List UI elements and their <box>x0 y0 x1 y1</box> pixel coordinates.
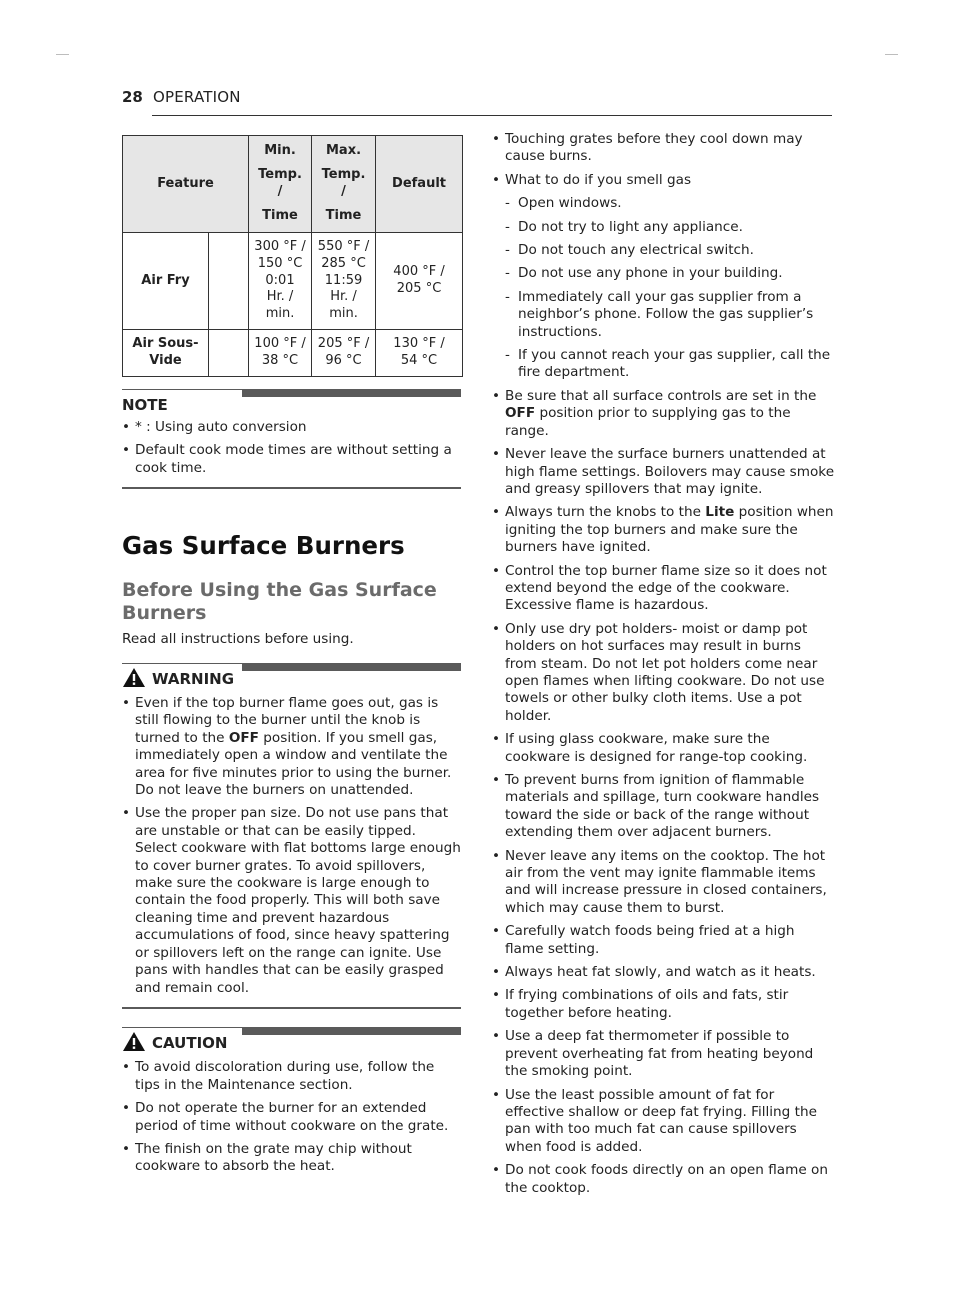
list-item: - Do not try to light any appliance. <box>505 219 836 236</box>
list-item: • * : Using auto conversion <box>122 419 461 436</box>
table-header-row <box>123 136 463 233</box>
list-item: • Do not operate the burner for an extended period of time without cookware on the grate. <box>122 1100 461 1135</box>
list-item: - Do not touch any electrical switch. <box>505 242 836 259</box>
intro-text: Read all instructions before using. <box>122 631 354 648</box>
list-item: • Always heat fat slowly, and watch as it heats. <box>492 964 836 981</box>
section-title: Gas Surface Burners <box>122 531 405 561</box>
right-column <box>492 131 836 1197</box>
list-item: - Open windows. <box>505 195 836 212</box>
row-max: 205 °F / 96 °C <box>312 329 376 376</box>
page-number: 28 <box>122 88 143 106</box>
subsection-title: Before Using the Gas Surface Burners <box>122 579 437 625</box>
cook-mode-table <box>122 135 463 377</box>
caution-box-header <box>122 1027 461 1045</box>
list-item: - Do not use any phone in your building. <box>505 265 836 282</box>
caution-title: CAUTION <box>152 1033 228 1052</box>
list-item: • Only use dry pot holders- moist or damp pot holders on hot surfaces may result in burns from steam. Do not let pot holders come near open flames when lifting cookware. Do not use towels or other bulky cloth items. Use a pot holder. <box>492 621 836 725</box>
header-min: Min. Temp. / Time <box>249 136 312 233</box>
table-row <box>123 233 463 330</box>
crop-mark-left <box>56 54 69 55</box>
list-item: • Never leave any items on the cooktop. The hot air from the vent may ignite flammable items and will increase pressure in closed containers, which may cause them to burst. <box>492 848 836 918</box>
list-item: • Control the top burner flame size so it does not extend beyond the edge of the cookware. Excessive flame is hazardous. <box>492 563 836 615</box>
header-max: Max. Temp. / Time <box>312 136 376 233</box>
list-item: • What to do if you smell gas - Open windows. - Do not try to light any appliance. - Do not touch any electrical switch. - Do not use any phone in your building. - Immediately call your gas supplier from a neighbor’s phone. Follow the gas supplier’s instructions. - If you cannot reach your gas supplier, call the fire department. <box>492 172 836 382</box>
list-item: • Always turn the knobs to the Lite position when igniting the top burners and make sure the burners have ignited. <box>492 504 836 556</box>
note-list <box>122 419 461 477</box>
list-item: • The finish on the grate may chip without cookware to absorb the heat. <box>122 1141 461 1176</box>
warning-title: WARNING <box>152 669 235 688</box>
list-item: • Never leave the surface burners unattended at high flame settings. Boilovers may cause smoke and greasy spillovers that may ignite. <box>492 446 836 498</box>
row-default: 130 °F / 54 °C <box>376 329 463 376</box>
list-item: • If using glass cookware, make sure the cookware is designed for range-top cooking. <box>492 731 836 766</box>
note-title: NOTE <box>122 395 168 414</box>
row-default: 400 °F / 205 °C <box>376 233 463 330</box>
row-feature: Air Sous-Vide <box>123 329 209 376</box>
list-item: - If you cannot reach your gas supplier, call the fire department. <box>505 347 836 382</box>
header-feature: Feature <box>123 136 249 233</box>
list-item: • Use the least possible amount of fat for effective shallow or deep fat frying. Filling the pan with too much fat can cause spillovers when food is added. <box>492 1087 836 1157</box>
list-item: • Default cook mode times are without setting a cook time. <box>122 442 461 477</box>
header-default: Default <box>376 136 463 233</box>
caution-list <box>122 1059 461 1175</box>
list-item: • Even if the top burner flame goes out, gas is still flowing to the burner until the knob is turned to the OFF position. If you smell gas, immediately open a window and ventilate the area for five minutes prior to using the burner. Do not leave the burners on unattended. <box>122 695 461 799</box>
warning-end-rule <box>122 1007 461 1009</box>
note-end-rule <box>122 487 461 489</box>
list-item: • Touching grates before they cool down may cause burns. <box>492 131 836 166</box>
list-item: • To avoid discoloration during use, follow the tips in the Maintenance section. <box>122 1059 461 1094</box>
list-item: • Use a deep fat thermometer if possible to prevent overheating fat from heating beyond the smoking point. <box>492 1028 836 1080</box>
note-box-header <box>122 389 461 407</box>
left-column <box>122 135 461 1176</box>
list-item: • Carefully watch foods being fried at a high flame setting. <box>492 923 836 958</box>
list-item: • If frying combinations of oils and fats, stir together before heating. <box>492 987 836 1022</box>
gas-smell-steps <box>505 195 836 382</box>
safety-list <box>492 131 836 1197</box>
row-min: 300 °F / 150 °C 0:01 Hr. / min. <box>249 233 312 330</box>
row-min: 100 °F / 38 °C <box>249 329 312 376</box>
row-feature: Air Fry <box>123 233 209 330</box>
row-blank <box>209 233 249 330</box>
crop-mark-right <box>885 54 898 55</box>
list-item: - Immediately call your gas supplier from a neighbor’s phone. Follow the gas supplier’s instructions. <box>505 289 836 341</box>
list-item: • Do not cook foods directly on an open flame on the cooktop. <box>492 1162 836 1197</box>
list-item: • Be sure that all surface controls are set in the OFF position prior to supplying gas to the range. <box>492 388 836 440</box>
list-item: • To prevent burns from ignition of flammable materials and spillage, turn cookware handles toward the side or back of the range without extending them over adjacent burners. <box>492 772 836 842</box>
row-blank <box>209 329 249 376</box>
section-label: OPERATION <box>153 88 241 106</box>
warning-list <box>122 695 461 997</box>
warning-box-header <box>122 663 461 681</box>
table-row <box>123 329 463 376</box>
header-rule <box>152 115 832 116</box>
page-header <box>122 89 832 117</box>
row-max: 550 °F / 285 °C 11:59 Hr. / min. <box>312 233 376 330</box>
list-item: • Use the proper pan size. Do not use pans that are unstable or that can be easily tipped. Select cookware with flat bottoms large enough to cover burner grates. To avoid spillovers, make sure the cookware is large enough to contain the food properly. This will both save cleaning time and prevent hazardous accumulations of food, since heavy spattering or spillovers left on the range can ignite. Use pans with handles that can be easily grasped and remain cool. <box>122 805 461 996</box>
